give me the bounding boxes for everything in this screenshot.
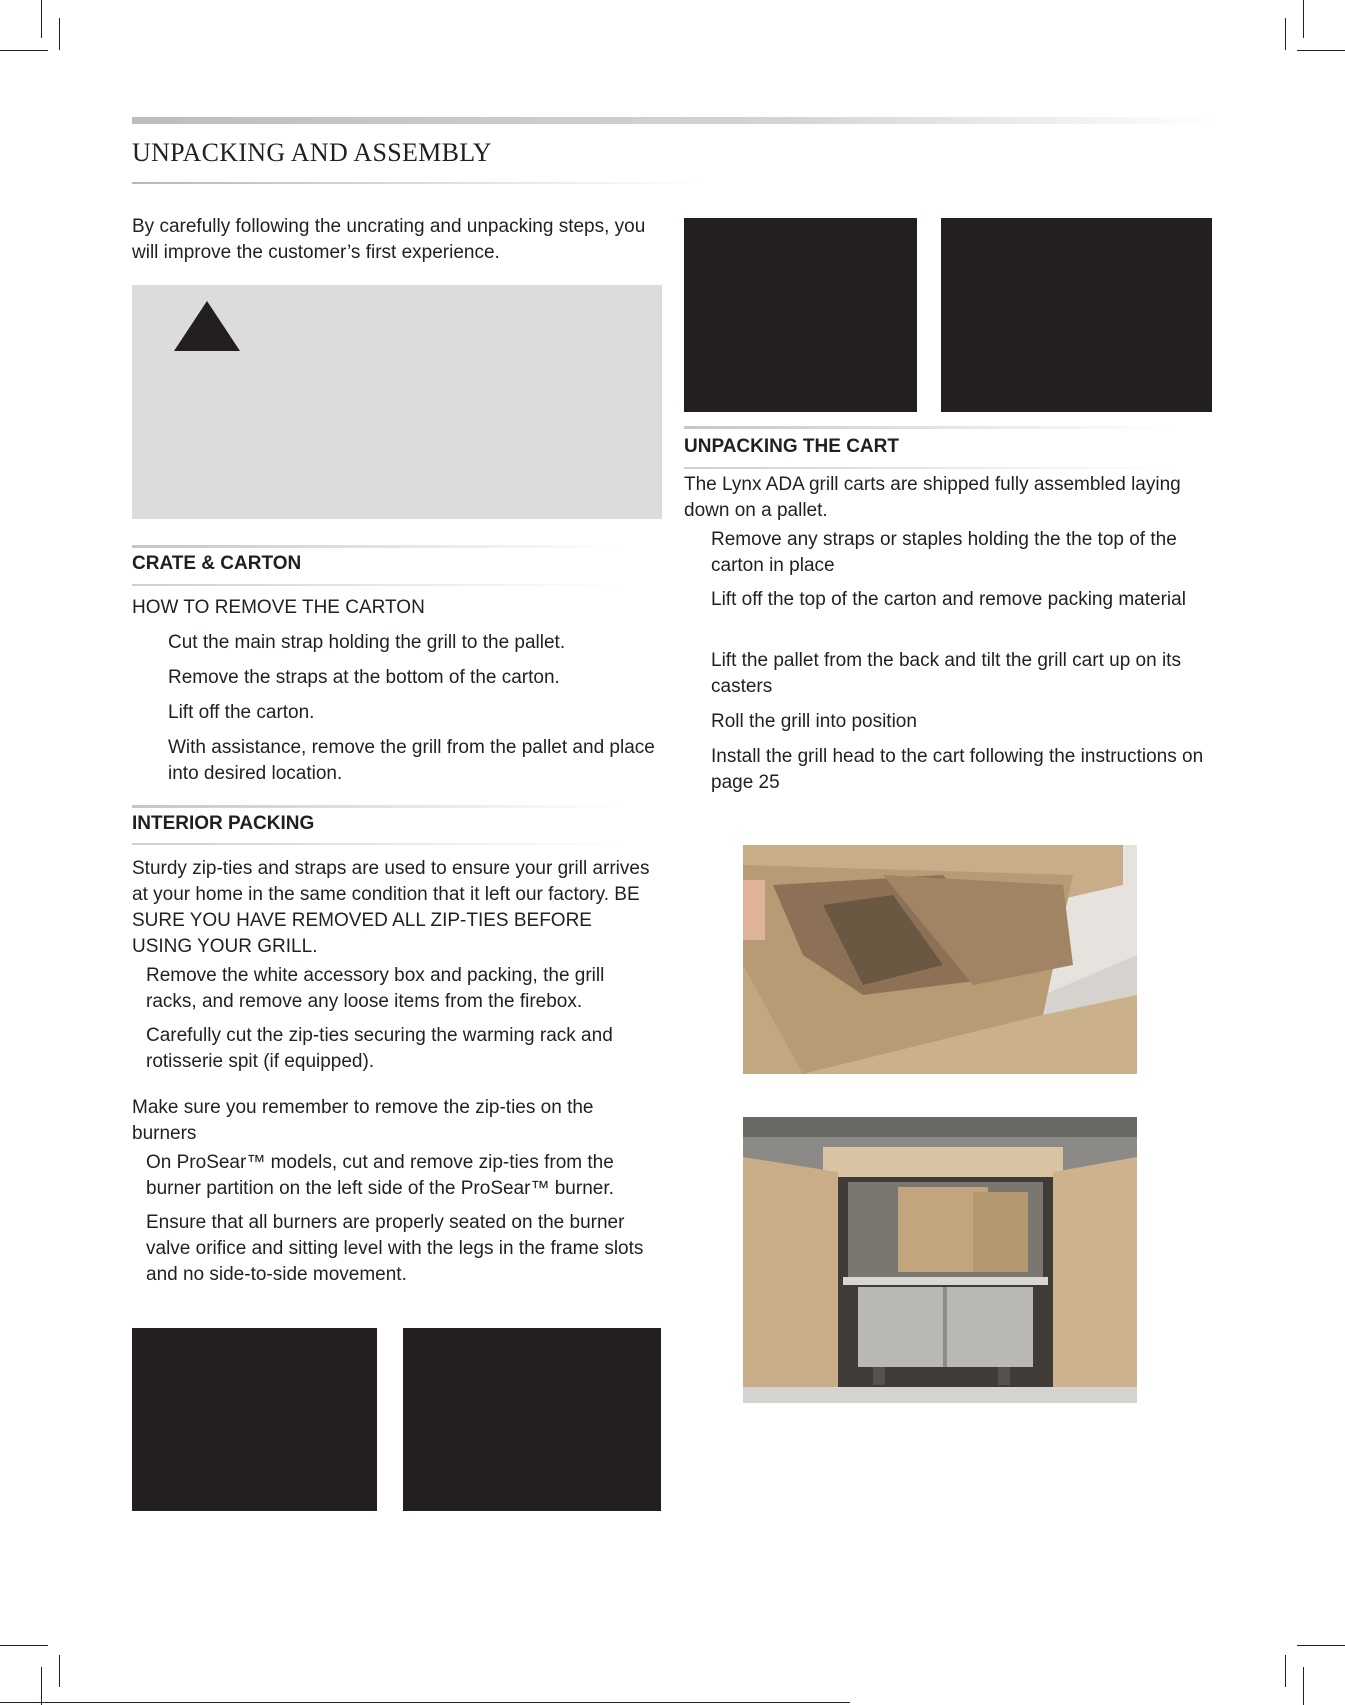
interior-packing-intro: Sturdy zip-ties and straps are used to ensure your grill arrives at your home in the same condition that it left our factory. BE SURE YOU HAVE REMOVED ALL ZIP-TIES BEFORE USING YOUR GRILL. (132, 858, 650, 957)
crop-mark (1285, 18, 1286, 50)
list-item: Ensure that all burners are properly seated on the burner valve orifice and sitting level with the legs in the frame slots and no side-to-side movement. (146, 1212, 644, 1285)
image-placeholder (941, 218, 1212, 412)
crop-mark (59, 1655, 60, 1687)
list-item: Remove the straps at the bottom of the carton. (168, 667, 560, 688)
crop-mark (41, 0, 42, 38)
list-item: Install the grill head to the cart following the instructions on page 25 (711, 746, 1204, 793)
unpacking-cart-heading: UNPACKING THE CART (684, 436, 899, 457)
interior-packing-heading: INTERIOR PACKING (132, 813, 315, 834)
photo-cart-in-carton-drawing (743, 1117, 1137, 1403)
image-placeholder (403, 1328, 661, 1511)
list-item: Remove any straps or staples holding the the top of the carton in place (711, 529, 1177, 576)
section-subrule (132, 584, 622, 586)
image-placeholder (132, 1328, 377, 1511)
page-title: UNPACKING AND ASSEMBLY (132, 138, 492, 167)
crate-carton-heading: CRATE & CARTON (132, 553, 302, 574)
title-underline (132, 182, 707, 184)
crop-mark (59, 18, 60, 50)
photo-open-carton (743, 845, 1137, 1074)
image-placeholder (684, 218, 917, 412)
list-item: Carefully cut the zip-ties securing the warming rack and rotisserie spit (if equipped). (146, 1025, 613, 1072)
crop-mark (1285, 1655, 1286, 1687)
crop-mark (41, 1667, 42, 1705)
crop-mark (0, 1645, 48, 1646)
section-subrule (132, 843, 622, 845)
list-item: Cut the main strap holding the grill to the pallet. (168, 632, 566, 653)
list-item: On ProSear™ models, cut and remove zip-ties from the burner partition on the left side of the ProSear™ burner. (146, 1152, 614, 1199)
list-item: Remove the white accessory box and packing, the grill racks, and remove any loose items from the firebox. (146, 965, 605, 1012)
photo-cart-in-carton (743, 1117, 1137, 1403)
crop-mark (1303, 1667, 1304, 1705)
list-item: Lift off the top of the carton and remove packing material (711, 589, 1186, 610)
intro-text: By carefully following the uncrating and unpacking steps, you will improve the customer’s first experience. (132, 216, 646, 263)
section-rule (132, 545, 622, 548)
list-item: With assistance, remove the grill from the pallet and place into desired location. (168, 737, 655, 784)
remove-carton-subheading: HOW TO REMOVE THE CARTON (132, 597, 425, 618)
section-rule (684, 426, 1174, 429)
list-item: Roll the grill into position (711, 711, 917, 732)
list-item: Lift the pallet from the back and tilt the grill cart up on its casters (711, 650, 1181, 697)
list-item: Lift off the carton. (168, 702, 315, 723)
section-rule (132, 805, 622, 808)
bottom-edge-line (0, 1702, 850, 1703)
photo-open-carton-drawing (743, 845, 1137, 1074)
crop-mark (1303, 0, 1304, 38)
unpacking-cart-intro: The Lynx ADA grill carts are shipped fully assembled laying down on a pallet. (684, 474, 1181, 521)
crop-mark (1297, 50, 1345, 51)
crop-mark (1297, 1645, 1345, 1646)
crop-mark (0, 50, 48, 51)
warning-icon (174, 301, 240, 351)
warning-box (132, 285, 662, 519)
header-rule (132, 117, 1217, 124)
section-subrule (684, 467, 1174, 469)
burners-note: Make sure you remember to remove the zip-ties on the burners (132, 1097, 594, 1144)
